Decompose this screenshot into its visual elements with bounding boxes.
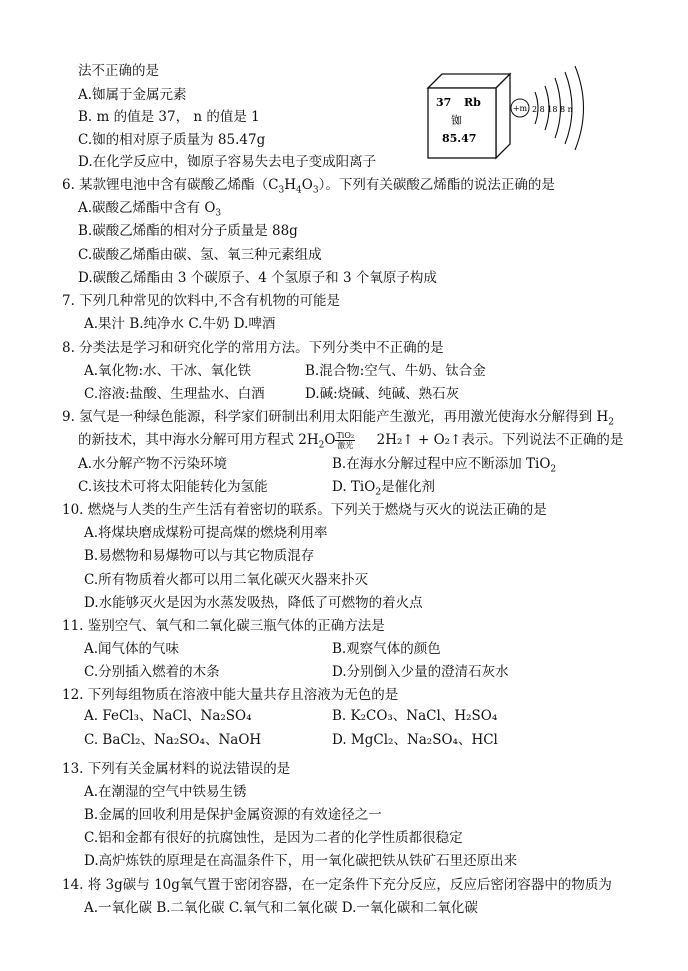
q5-option-a: A.铷属于金属元素 — [78, 87, 187, 103]
q9-stem-line2: 的新技术，其中海水分解可用方程式 $2H_2O$ $\frac{\text{TiO₂}}{\text{激光}}$ 2H₂↑ + O₂↑表示。下列说法不正确的是 — [78, 431, 624, 451]
q9-option-a: A.水分解产物不污染环境 — [78, 456, 228, 472]
q12-option-d: D. MgCl₂、Na₂SO₄、HCl — [332, 732, 498, 748]
q9-option-b: B.在海水分解过程中应不断添加 TiO$_2$ — [332, 456, 557, 475]
q11-option-b: B.观察气体的颜色 — [332, 641, 441, 657]
q6-stem: 6. 某款锂电池中含有碳酸乙烯酯$(C_3H_4O_3)$。下列有关碳酸乙烯酯的说法正确的是 — [62, 177, 555, 196]
q12-stem: 12. 下列每组物质在溶液中能大量共存且溶液为无色的是 — [62, 687, 399, 703]
q13-stem: 13. 下列有关金属材料的说法错误的是 — [62, 761, 291, 777]
q8-option-c: C.溶液:盐酸、生理盐水、白酒 — [84, 386, 265, 402]
atomic-structure-diagram — [505, 62, 605, 162]
q5-option-c: C.铷的相对原子质量为 85.47g — [78, 132, 266, 148]
q10-stem: 10. 燃烧与人类的生产生活有着密切的联系。下列关于燃烧与灭火的说法正确的是 — [62, 502, 547, 518]
q14-stem: 14. 将 3g碳与 10g氧气置于密闭容器，在一定条件下充分反应，反应后密闭容器中的物质为 — [62, 877, 612, 893]
q5-option-b: B. m 的值是 37， n 的值是 1 — [78, 109, 260, 125]
q10-option-d: D.水能够灭火是因为水蒸发吸热，降低了可燃物的着火点 — [84, 595, 423, 611]
q10-option-a: A.将煤块磨成煤粉可提高煤的燃烧利用率 — [84, 525, 328, 541]
electron-shells: 2 8 18 8 n — [532, 105, 573, 114]
q5-stem-tail: 法不正确的是 — [78, 63, 159, 79]
q12-option-c: C. BaCl₂、Na₂SO₄、NaOH — [84, 732, 262, 748]
q6-option-a: A.碳酸乙烯酯中含有 $O_3$ — [78, 200, 222, 219]
q12-option-a: A. FeCl₃、NaCl、Na₂SO₄ — [84, 708, 252, 724]
q5-option-d: D.在化学反应中，铷原子容易失去电子变成阳离子 — [78, 154, 377, 170]
element-name: 铷 — [451, 114, 462, 127]
q7-stem: 7. 下列几种常见的饮料中,不含有机物的可能是 — [62, 293, 340, 309]
q11-option-d: D.分别倒入少量的澄清石灰水 — [332, 664, 509, 680]
q8-stem: 8. 分类法是学习和研究化学的常用方法。下列分类中不正确的是 — [62, 340, 444, 356]
q6-option-c: C.碳酸乙烯酯由碳、氢、氧三种元素组成 — [78, 247, 322, 263]
q9-stem-line1: 9. 氢气是一种绿色能源，科学家们研制出利用太阳能产生激光，再用激光使海水分解得到 $H_2$ — [62, 409, 614, 428]
q13-option-d: D.高炉炼铁的原理是在高温条件下，用一氧化碳把铁从铁矿石里还原出来 — [84, 853, 518, 869]
nucleus-charge: +m — [512, 104, 528, 113]
q8-option-a: A.氧化物:水、干冰、氧化铁 — [84, 363, 252, 379]
q6-option-d: D.碳酸乙烯酯由 3 个碳原子、4 个氢原子和 3 个氧原子构成 — [78, 270, 437, 286]
q9-option-d: D. TiO$_2$是催化剂 — [332, 479, 436, 498]
q7-options: A.果汁 B.纯净水 C.牛奶 D.啤酒 — [84, 316, 276, 332]
q14-options: A.一氧化碳 B.二氧化碳 C.氧气和二氧化碳 D.一氧化碳和二氧化碳 — [84, 900, 478, 916]
reaction-condition: $\frac{\text{TiO₂}}{\text{激光}}$ — [336, 431, 355, 450]
element-number: 37 — [436, 96, 452, 109]
q13-option-c: C.铝和金都有很好的抗腐蚀性，是因为二者的化学性质都很稳定 — [84, 830, 463, 846]
q13-option-a: A.在潮湿的空气中铁易生锈 — [84, 784, 247, 800]
q6-option-b: B.碳酸乙烯酯的相对分子质量是 88g — [78, 223, 298, 239]
q11-stem: 11. 鉴别空气、氧气和二氧化碳三瓶气体的正确方法是 — [62, 618, 385, 634]
q11-option-c: C.分别插入燃着的木条 — [84, 664, 220, 680]
element-symbol: Rb — [464, 96, 481, 109]
q12-option-b: B. K₂CO₃、NaCl、H₂SO₄ — [332, 708, 498, 724]
q10-option-c: C.所有物质着火都可以用二氧化碳灭火器来扑灭 — [84, 572, 369, 588]
q9-option-c: C.该技术可将太阳能转化为氢能 — [78, 479, 268, 495]
element-mass: 85.47 — [442, 132, 477, 145]
q10-option-b: B.易燃物和易爆物可以与其它物质混存 — [84, 548, 315, 564]
q8-option-b: B.混合物:空气、牛奶、钛合金 — [305, 363, 486, 379]
q8-option-d: D.碱:烧碱、纯碱、熟石灰 — [305, 386, 460, 402]
q11-option-a: A.闻气体的气味 — [84, 641, 180, 657]
q13-option-b: B.金属的回收利用是保护金属资源的有效途径之一 — [84, 807, 382, 823]
